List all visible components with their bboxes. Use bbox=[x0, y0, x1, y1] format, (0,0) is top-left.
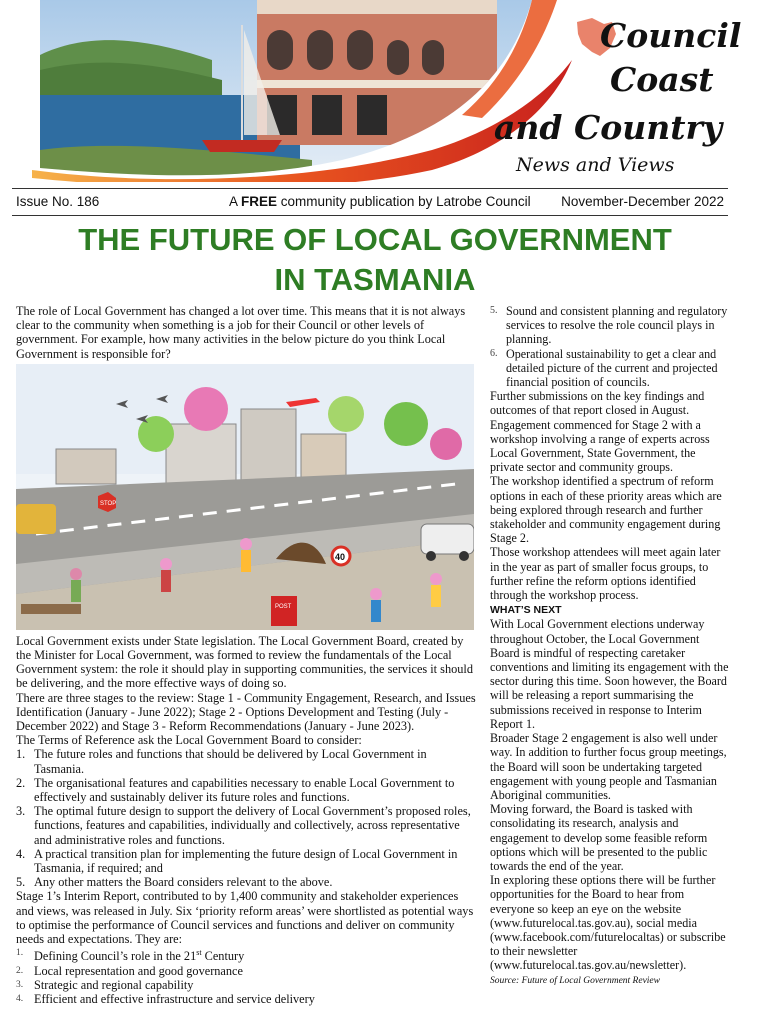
page-title bbox=[20, 220, 730, 300]
paragraph-elections: With Local Government elections underway throughout October, the Local Government Board is mindful of respecting caretaker conventions and limiting its engagement with the sector during this time. Soon however, the Board will be releasing a report summarising the submissions received in response to Interim Report 1. bbox=[490, 617, 729, 731]
list-text: The future roles and functions that should be delivered by Local Government in Tasmania. bbox=[34, 747, 427, 776]
list-number: 3. bbox=[16, 979, 24, 990]
page-title-line1: THE FUTURE OF LOCAL GOVERNMENT bbox=[78, 222, 672, 257]
paragraph-moving-forward: Moving forward, the Board is tasked with consolidating its research, analysis and engagement to develop some feasible reform options which will be presented to the public towards the end of the year. bbox=[490, 802, 708, 873]
paragraph-workshop: The workshop identified a spectrum of reform options in each of these priority areas which are being explored through research and further stakeholder and community engagement during Stage 2. bbox=[490, 474, 722, 546]
list-item bbox=[16, 776, 476, 804]
list-text: Operational sustainability to get a clear and detailed picture of the current and projected financial position of councils. bbox=[506, 346, 718, 390]
list-item bbox=[16, 847, 476, 875]
priority-reform-list-continued bbox=[490, 304, 730, 389]
list-text: Defining Council’s role in the 21 bbox=[34, 949, 197, 964]
issue-date: November-December 2022 bbox=[561, 194, 724, 209]
list-number: 1. bbox=[16, 948, 24, 959]
paragraph-stages: There are three stages to the review: Stage 1 - Community Engagement, Research, and Issues Identification (January - June 2022); Stage 2 - Options Development and Testing (July - December 2022) and Stage 3 - Reform Recommendations (January - June 2023). bbox=[16, 690, 476, 734]
paragraph-stage2: Broader Stage 2 engagement is also well under way. In addition to further focus group meetings, the Board will soon be undertaking targeted engagement with young people and Tasmanian Aboriginal communities. bbox=[490, 731, 727, 802]
page-title-line2: IN TASMANIA bbox=[274, 262, 476, 297]
list-text: Sound and consistent planning and regulatory services to resolve the role council plays in planning. bbox=[506, 304, 728, 347]
intro-paragraph: The role of Local Government has changed a lot over time. This means that it is not always clear to the community when something is a job for their Council or other levels of government. For example, how many activities in the below picture do you think Local Government is responsible for? bbox=[16, 304, 466, 361]
community-illustration bbox=[16, 364, 474, 630]
list-item bbox=[16, 978, 476, 992]
list-item bbox=[16, 804, 476, 847]
list-number: 4. bbox=[16, 846, 26, 861]
speed-sign-label: 40 bbox=[335, 551, 346, 562]
issue-number: Issue No. 186 bbox=[16, 194, 100, 209]
list-text: Any other matters the Board considers relevant to the above. bbox=[34, 875, 333, 890]
paragraph-legislation: Local Government exists under State legislation. The Local Government Board, created by the Minister for Local Government, was formed to review the fundamentals of the Local Government system: the role it should play in supporting communities, the services it should be delivering, and the more effective ways of doing so. bbox=[16, 633, 473, 691]
whats-next-heading: WHAT’S NEXT bbox=[490, 604, 562, 617]
paragraph-terms-intro: The Terms of Reference ask the Local Government Board to consider: bbox=[16, 733, 362, 748]
masthead-title-country: and Country bbox=[494, 108, 723, 147]
publication-line bbox=[229, 194, 531, 209]
masthead-title-coast: Coast bbox=[610, 60, 714, 99]
masthead-tagline: News and Views bbox=[516, 154, 675, 176]
masthead-banner bbox=[12, 0, 758, 182]
paragraph-opportunities: In exploring these options there will be further opportunities for the Board to hear from everyone so keep an eye on the website (www.futurelocal.tas.gov.au), social media (www.facebook.com/futurelocaltas) or subscribe to their newsletter (www.futurelocal.tas.gov.au/newsletter). bbox=[490, 873, 726, 973]
list-text: The organisational features and capabilities necessary to enable Local Government to effectively and sustainably deliver its future roles and functions. bbox=[34, 775, 455, 805]
publication-free: FREE bbox=[241, 194, 278, 209]
paragraph-engagement: Engagement commenced for Stage 2 with a workshop involving a range of experts across Local Government, State Government, the private sector and community groups. bbox=[490, 417, 710, 475]
list-text: The optimal future design to support the delivery of Local Government’s proposed roles, functions, features and capabilities, individually and collectively, across representative and administrative roles and functions. bbox=[34, 804, 471, 847]
list-item bbox=[16, 964, 476, 978]
terms-of-reference-list bbox=[16, 747, 476, 889]
source-credit: Source: Future of Local Government Review bbox=[490, 975, 660, 986]
list-number: 6. bbox=[490, 347, 498, 359]
publication-suffix: community publication by Latrobe Council bbox=[277, 194, 531, 209]
paragraph-focus-groups: Those workshop attendees will meet again later in the year as part of smaller focus groups, to further refine the reform options identified through the workshop process. bbox=[490, 545, 721, 603]
list-item bbox=[490, 304, 730, 347]
list-item bbox=[16, 946, 476, 963]
list-number: 3. bbox=[16, 804, 26, 819]
list-number: 2. bbox=[16, 775, 26, 790]
list-item bbox=[16, 747, 476, 775]
list-text: A practical transition plan for implementing the future design of Local Government in Tasmania, if required; and bbox=[34, 846, 458, 876]
right-column bbox=[490, 304, 730, 988]
post-box-label: POST bbox=[275, 603, 292, 610]
list-item bbox=[16, 992, 476, 1006]
paragraph-submissions: Further submissions on the key findings and outcomes of that report closed in August. bbox=[490, 389, 705, 418]
list-superscript: st bbox=[196, 948, 202, 958]
paragraph-interim-report: Stage 1’s Interim Report, contributed to by 1,400 community and stakeholder experiences and views, was released in July. Six ‘priority reform areas’ were shortlisted as potential ways to optimise the performance of Council services and functions and deliver on community needs and expectations. They are: bbox=[16, 889, 474, 947]
stop-sign-label: STOP bbox=[100, 500, 117, 507]
masthead-title-council: Council bbox=[600, 16, 742, 55]
left-column bbox=[16, 304, 476, 1006]
list-number: 1. bbox=[16, 747, 26, 762]
list-text: Efficient and effective infrastructure and service delivery bbox=[34, 991, 315, 1006]
list-text-after: Century bbox=[201, 949, 245, 964]
list-number: 5. bbox=[490, 305, 498, 316]
list-number: 5. bbox=[16, 875, 26, 890]
issue-info-bar bbox=[12, 188, 728, 216]
list-text: Strategic and regional capability bbox=[34, 977, 194, 992]
priority-reform-list bbox=[16, 946, 476, 1006]
list-item bbox=[16, 875, 476, 889]
list-number: 4. bbox=[16, 993, 24, 1004]
list-item bbox=[490, 347, 730, 390]
list-number: 2. bbox=[16, 965, 24, 976]
list-text: Local representation and good governance bbox=[34, 963, 243, 978]
publication-prefix: A bbox=[229, 194, 242, 209]
